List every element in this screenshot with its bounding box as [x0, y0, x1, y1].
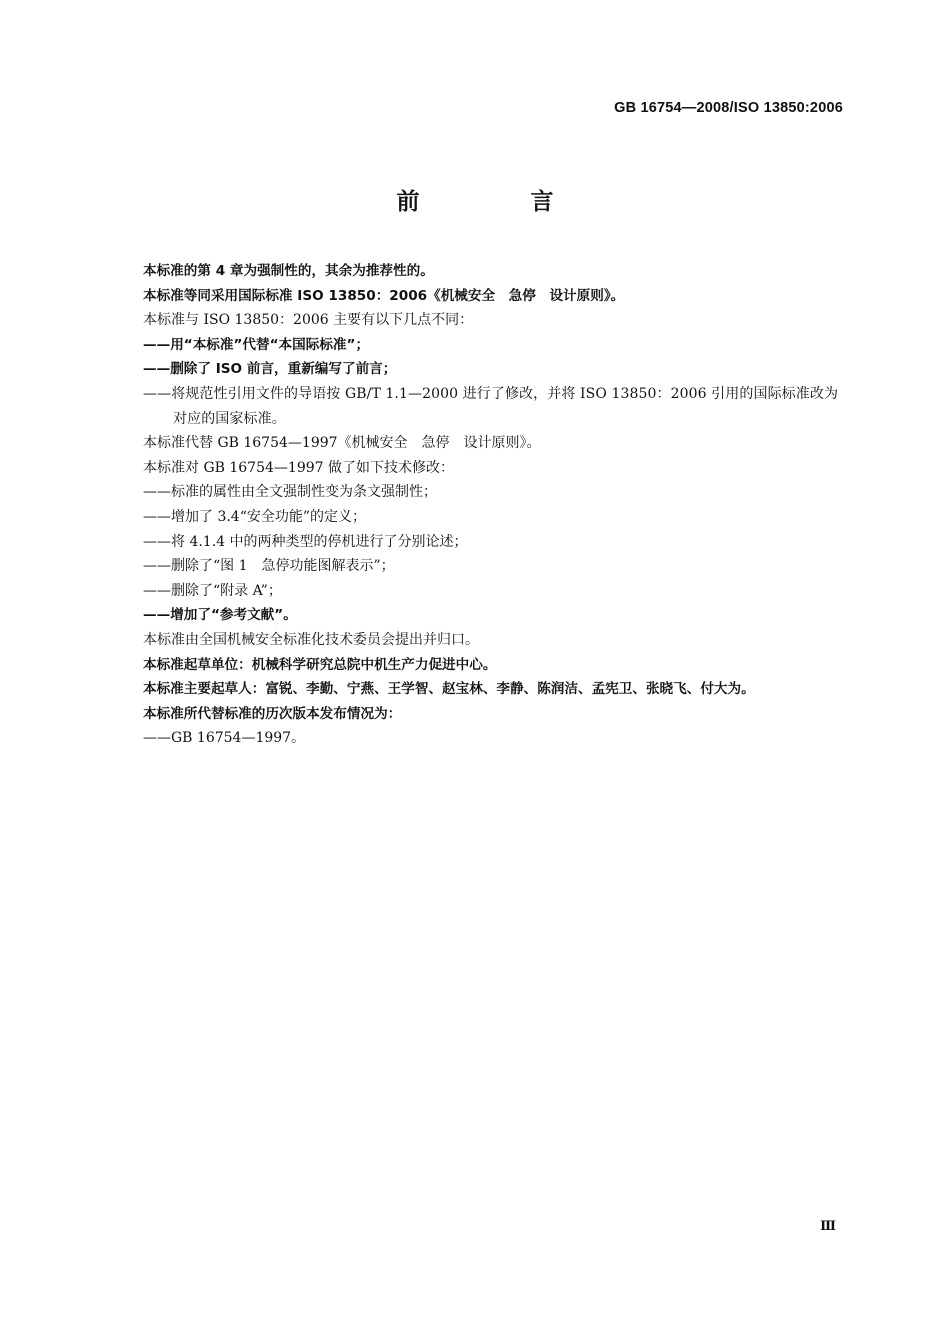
modification-item: ——标准的属性由全文强制性变为条文强制性； — [143, 484, 437, 501]
replaces-statement: 本标准代替 GB 16754—1997《机械安全 急停 设计原则》。 — [143, 435, 541, 452]
preface-title: 前 言 — [396, 189, 598, 215]
modification-item: ——增加了 3.4“安全功能”的定义； — [143, 508, 367, 525]
version-history-item: ——GB 16754—1997。 — [143, 730, 306, 747]
modification-item: ——增加了“参考文献”。 — [143, 607, 297, 624]
modification-item: ——将 4.1.4 中的两种类型的停机进行了分别论述； — [143, 533, 468, 550]
standard-code-header: GB 16754—2008/ISO 13850:2006 — [614, 100, 843, 116]
drafting-unit-statement: 本标准起草单位：机械科学研究总院中机生产力促进中心。 — [143, 656, 497, 673]
mandatory-chapter-statement: 本标准的第 4 章为强制性的，其余为推荐性的。 — [143, 263, 434, 279]
preface-body — [143, 259, 843, 751]
modification-item: ——删除了“图 1 急停功能图解表示”； — [143, 558, 395, 575]
equivalence-statement: 本标准等同采用国际标准 ISO 13850：2006《机械安全 急停 设计原则》。 — [143, 287, 625, 304]
modifications-intro: 本标准对 GB 16754—1997 做了如下技术修改： — [143, 459, 454, 476]
drafters-statement: 本标准主要起草人：富锐、李勤、宁燕、王学智、赵宝林、李静、陈润洁、孟宪卫、张晓飞、付大为。 — [143, 681, 755, 698]
difference-item: ——删除了 ISO 前言，重新编写了前言； — [143, 361, 397, 378]
difference-item: ——用“本标准”代替“本国际标准”； — [143, 336, 370, 353]
version-history-intro: 本标准所代替标准的历次版本发布情况为： — [143, 705, 402, 722]
proposer-statement: 本标准由全国机械安全标准化技术委员会提出并归口。 — [143, 631, 479, 648]
difference-item: ——将规范性引用文件的导语按 GB/T 1.1—2000 进行了修改，并将 ISO 13850：2006 引用的国际标准改为对应的国家标准。 — [143, 385, 839, 427]
differences-intro: 本标准与 ISO 13850：2006 主要有以下几点不同： — [143, 312, 474, 329]
modification-item: ——删除了“附录 A”； — [143, 582, 282, 599]
page-number: Ⅲ — [820, 1219, 836, 1234]
